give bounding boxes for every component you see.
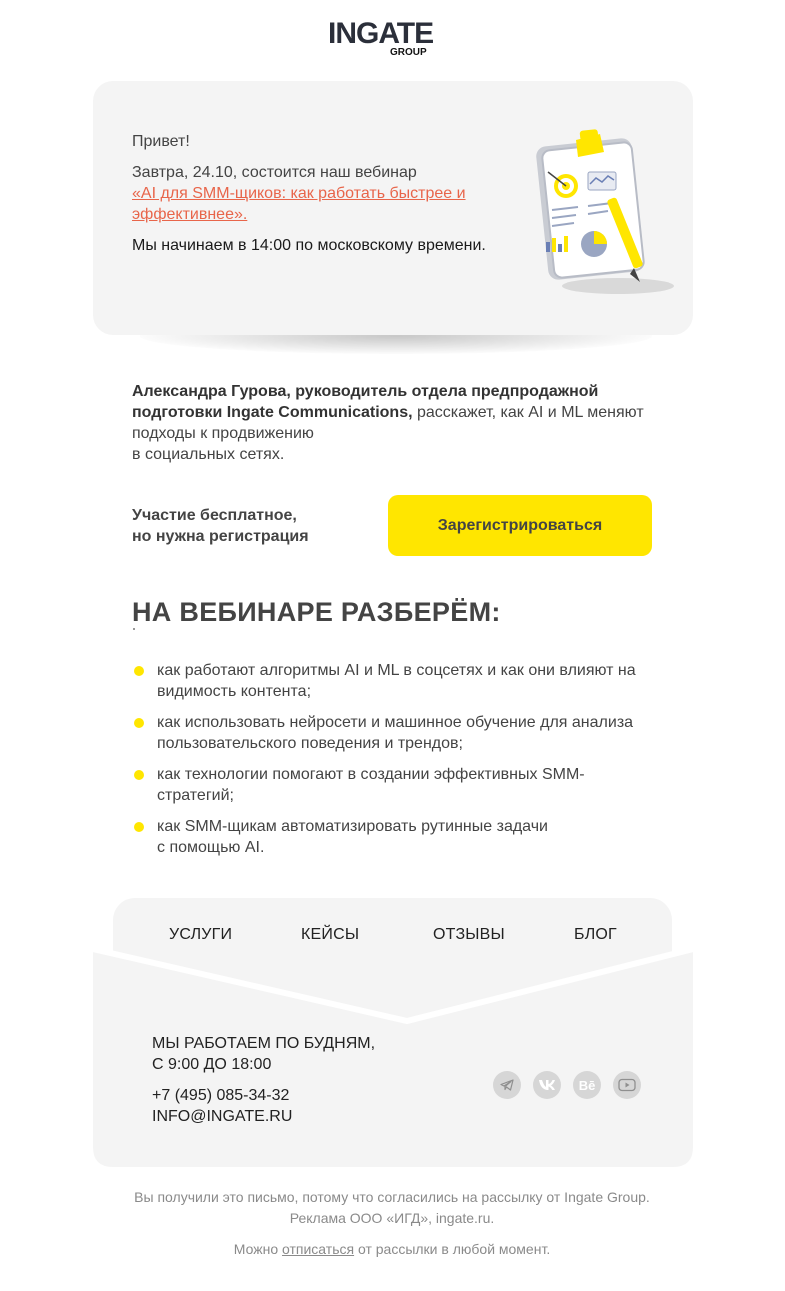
nav-cases[interactable]: КЕЙСЫ [301,926,360,943]
agenda-item-text: как работают алгоритмы AI и ML в соцсетях и как они влияют на видимость контента; [157,662,636,700]
free-note-line1: Участие бесплатное, [132,507,297,524]
nav-reviews[interactable]: ОТЗЫВЫ [433,926,505,943]
agenda-item-text [157,816,642,858]
logo-wordmark: INGATE [328,17,434,50]
start-time: Мы начинаем в 14:00 по московскому времени. [132,237,486,254]
speaker-topic-end: в социальных сетях. [132,446,285,463]
bullet-dot-icon [134,666,144,676]
register-button[interactable]: Зарегистрироваться [388,495,652,556]
vk-icon[interactable] [533,1071,561,1099]
unsubscribe-line [92,1239,692,1260]
nav-blog[interactable]: БЛОГ [574,926,617,943]
unsubscribe-prefix: Можно [233,1241,279,1257]
agenda-item [132,816,642,858]
hours-line2: С 9:00 ДО 18:00 [152,1056,272,1073]
agenda-item-text: как технологии помогают в создании эффективных SMM-стратегий; [157,766,585,804]
phone-link[interactable]: +7 (495) 085-34-32 [152,1087,290,1104]
agenda-heading: НА ВЕБИНАРЕ РАЗБЕРЁМ: [132,597,501,627]
agenda-item [132,764,642,806]
logo-subtitle: GROUP [390,47,427,58]
speaker-description [132,381,652,465]
agenda-item-line1: как SMM-щикам автоматизировать рутинные задачи [157,818,548,835]
contacts [152,1085,452,1127]
behance-icon[interactable]: Bē [573,1071,601,1099]
clipboard-illustration [528,126,676,298]
webinar-intro: Завтра, 24.10, состоится наш вебинар [132,164,417,181]
agenda-item [132,660,642,702]
speaker-topic: расскажет, как AI и ML меняют подходы к продвижению [132,404,644,442]
heading-marker [133,628,135,630]
bullet-dot-icon [134,822,144,832]
disclaimer-text [92,1187,692,1229]
bullet-dot-icon [134,718,144,728]
email-link[interactable]: INFO@INGATE.RU [152,1108,293,1125]
agenda-item-text: как использовать нейросети и машинное обучение для анализа пользовательского поведения и трендов; [157,714,634,752]
agenda-item [132,712,642,754]
bullet-dot-icon [134,770,144,780]
telegram-icon[interactable] [493,1071,521,1099]
youtube-icon[interactable] [613,1071,641,1099]
webinar-title-link[interactable]: «AI для SMM-щиков: как работать быстрее и эффективнее». [132,185,466,223]
free-participation-note [132,505,362,547]
nav-services[interactable]: УСЛУГИ [169,926,233,943]
hours-line1: МЫ РАБОТАЕМ ПО БУДНЯМ, [152,1035,376,1052]
unsubscribe-link[interactable]: отписаться [282,1241,355,1257]
disclaimer-line1: Вы получили это письмо, потому что согласились на рассылку от Ingate Group. [134,1189,650,1205]
speaker-name: Александра Гурова, руководитель отдела предпродажной подготовки Ingate Communications, [132,383,599,421]
agenda-item-line2: с помощью AI. [157,839,265,856]
free-note-line2: но нужна регистрация [132,528,309,545]
disclaimer-line2: Реклама ООО «ИГД», ingate.ru. [289,1210,495,1226]
unsubscribe-suffix: от рассылки в любой момент. [357,1241,551,1257]
greeting: Привет! [132,133,190,150]
working-hours [152,1033,452,1075]
ingate-logo[interactable] [328,18,458,60]
